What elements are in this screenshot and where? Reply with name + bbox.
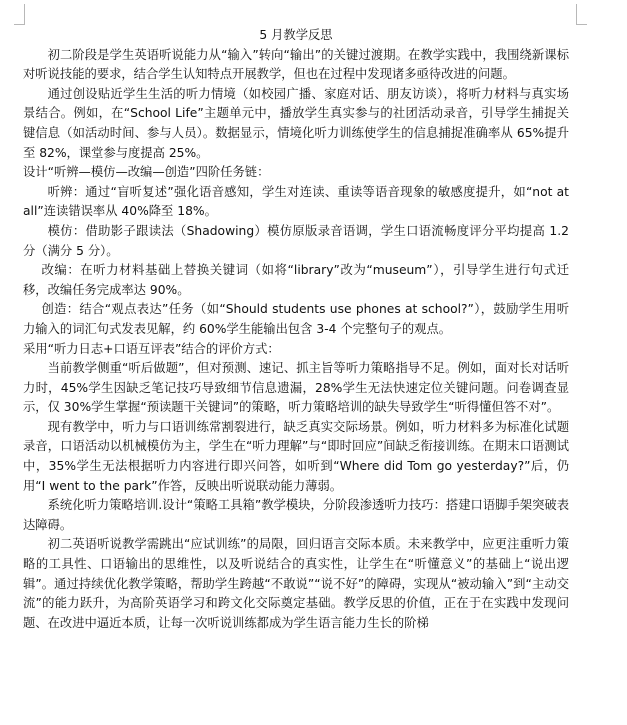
paragraph-conclusion: 初二英语听说教学需跳出“应试训练”的局限，回归语言交际本质。未来教学中，应更注重听力策略的工具性、口语输出的思维性，以及听说结合的真实性，让学生在“听懂意义”的基础上“说出逻辑”。通过持续优化教学策略，帮助学生跨越“不敢说”“说不好”的障碍，实现从“被动输入”到“主动交流”的能力跃升，为高阶英语学习和跨文化交际奠定基础。教学反思的价值，正在于在实践中发现问题、在改进中逼近本质，让每一次听说训练都成为学生语言能力生长的阶梯 — [23, 537, 569, 630]
paragraph-situational-listening: 通过创设贴近学生生活的听力情境（如校园广播、家庭对话、朋友访谈），将听力材料与真实场景结合。例如，在“School Life”主题单元中，播放学生真实参与的社团活动录音，引导学生捕捉关键信息（如活动时间、参与人员）。数据显示，情境化听力训练使学生的信息捕捉准确率从 65%提升至 82%，课堂参与度提高 25%。 — [23, 86, 569, 160]
paragraph-improvement: 系统化听力策略培训.设计“策略工具箱”教学模块，分阶段渗透听力技巧：搭建口语脚手架突破表达障碍。 — [23, 498, 569, 532]
paragraph-task-chain-heading: 设计“听辨—模仿—改编—创造”四阶任务链： — [23, 165, 270, 180]
paragraph-task-imitate: 模仿：借助影子跟读法（Shadowing）模仿原版录音语调，学生口语流畅度评分平均提高 1.2 分（满分 5 分）。 — [23, 223, 569, 258]
paragraph-evaluation-heading: 采用“听力日志+口语互评表”结合的评价方式： — [23, 341, 280, 356]
document-title: 5 月教学反思 — [259, 28, 333, 42]
paragraph-problem-integration: 现有教学中，听力与口语训练常割裂进行，缺乏真实交际场景。例如，听力材料多为标准化试题录音，口语活动以机械模仿为主，学生在“听力理解”与“即时回应”间缺乏衔接训练。在期末口语测试中，35%学生无法根据听力内容进行即兴问答，如听到“Where did Tom go yesterday?”后，仍用“I went to the park”作答，反映出听说联动能力薄弱。 — [23, 419, 569, 493]
paragraph-intro: 初二阶段是学生英语听说能力从“输入”转向“输出”的关键过渡期。在教学实践中，我围绕新课标对听说技能的要求，结合学生认知特点开展教学，但也在过程中发现诸多亟待改进的问题。 — [23, 47, 569, 82]
paragraph-task-adapt: 改编：在听力材料基础上替换关键词（如将“library”改为“museum”），引导学生进行句式迁移，改编任务完成率达 90%。 — [23, 263, 569, 297]
paragraph-task-listen: 听辨：通过“盲听复述”强化语音感知，学生对连读、重读等语音现象的敏感度提升，如“not at all”连读错误率从 40%降至 18%。 — [23, 184, 569, 219]
paragraph-task-create: 创造：结合“观点表达”任务（如“Should students use phones at school?”），鼓励学生用听力输入的词汇句式发表见解，约 60%学生能输出包含 3-4 个完整句子的观点。 — [23, 302, 569, 336]
page-corner-mark-right — [576, 4, 587, 25]
page-corner-mark-left — [14, 4, 25, 25]
paragraph-problem-strategy: 当前教学侧重“听后做题”，但对预测、速记、抓主旨等听力策略指导不足。例如，面对长对话听力时，45%学生因缺乏笔记技巧导致细节信息遗漏，28%学生无法快速定位关键问题。问卷调查显示，仅 30%学生掌握“预读题干关键词”的策略，听力策略培训的缺失导致学生“听得懂但答不对”。 — [23, 361, 569, 415]
document-body — [23, 26, 569, 633]
